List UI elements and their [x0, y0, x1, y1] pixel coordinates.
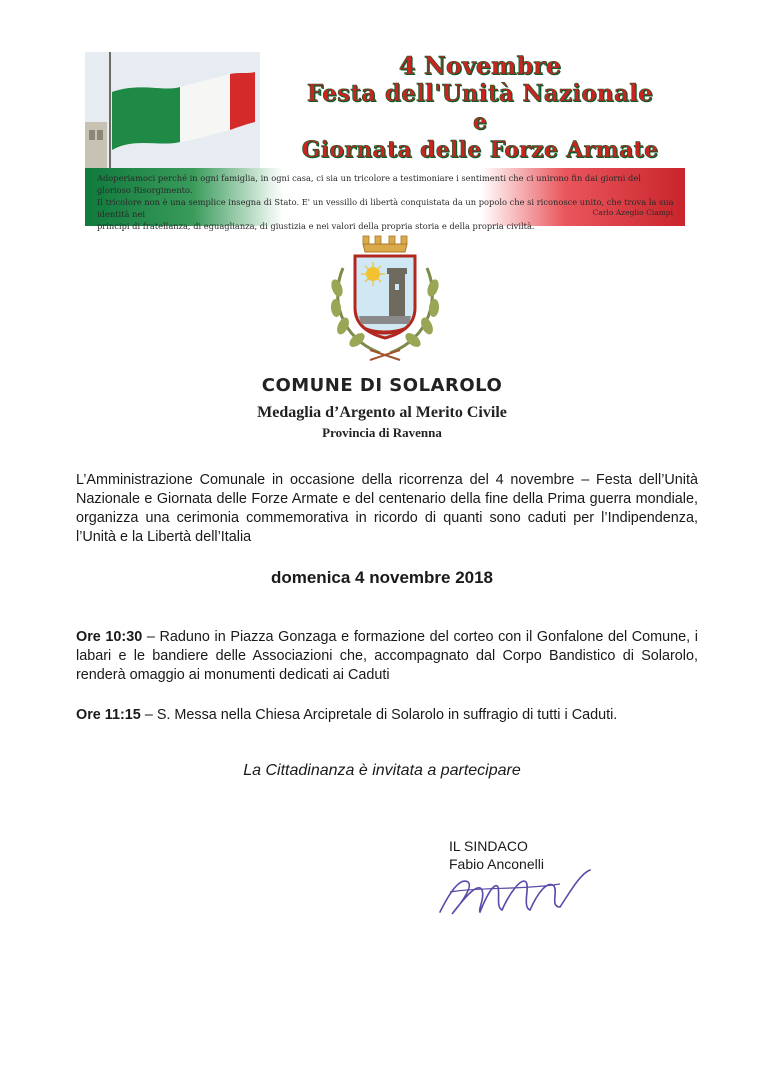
title-date: 4 Novembre [398, 51, 562, 80]
mayor-name: Fabio Anconelli [449, 856, 544, 872]
program-time: Ore 11:15 [76, 707, 141, 723]
header-banner [85, 51, 685, 231]
intro-paragraph: L’Amministrazione Comunale in occasione della ricorrenza del 4 novembre – Festa dell’Unità Nazionale e Giornata delle Forze Armate e del centenario della fine della Prima guerra mondiale, organizza una cerimonia commemorativa in ricordo di quanti sono caduti per l’Indipendenza, l’Unità e la Libertà dell’Italia [76, 472, 698, 545]
quote-line: Il tricolore non è una semplice insegna di Stato. E' un vessillo di libertà conquistata da un popolo che si riconosce unito, che trova la sua identità nei [97, 197, 674, 219]
quote-band [85, 168, 685, 231]
program-description: – Raduno in Piazza Gonzaga e formazione del corteo con il Gonfalone del Comune, i labari e le bandiere delle Associazioni che, accompagnato dal Corpo Bandistico di Solarolo, renderà omaggio ai monumenti dedicati ai Caduti [76, 629, 698, 683]
title-festa: Festa dell'Unità Nazionale [306, 80, 654, 107]
program-description: – S. Messa nella Chiesa Arcipretale di Solarolo in suffragio di tutti i Caduti. [144, 707, 618, 723]
municipal-coat-of-arms [325, 228, 445, 363]
municipality-name: COMUNE DI SOLAROLO [261, 375, 503, 396]
program-item-2 [76, 706, 698, 725]
handwritten-signature [430, 852, 610, 922]
medal-subtitle: Medaglia d’Argento al Merito Civile [257, 404, 507, 421]
quote-author: Carlo Azeglio Ciampi [592, 208, 673, 217]
program-item-1 [76, 628, 698, 685]
program-time: Ore 10:30 [76, 629, 143, 645]
quote-text [97, 172, 675, 232]
title-giornata: Giornata delle Forze Armate [301, 137, 659, 163]
invitation-text: La Cittadinanza è invitata a partecipare [243, 762, 521, 779]
mayor-title: IL SINDACO [449, 838, 528, 854]
quote-line: principi di fratellanza, di eguaglianza, di giustizia e nei valori della propria storia e della propria civiltà. [97, 221, 535, 231]
quote-line: Adoperiamoci perché in ogni famiglia, in ogni casa, ci sia un tricolore a testimoniare i sentimenti che ci unirono fin dai giorni del glorioso Risorgimento. [97, 173, 641, 195]
event-title [275, 52, 685, 164]
flag-photo [85, 52, 260, 168]
title-conjunction: e [473, 109, 487, 135]
event-date: domenica 4 novembre 2018 [270, 568, 494, 587]
province-name: Provincia di Ravenna [322, 425, 442, 440]
